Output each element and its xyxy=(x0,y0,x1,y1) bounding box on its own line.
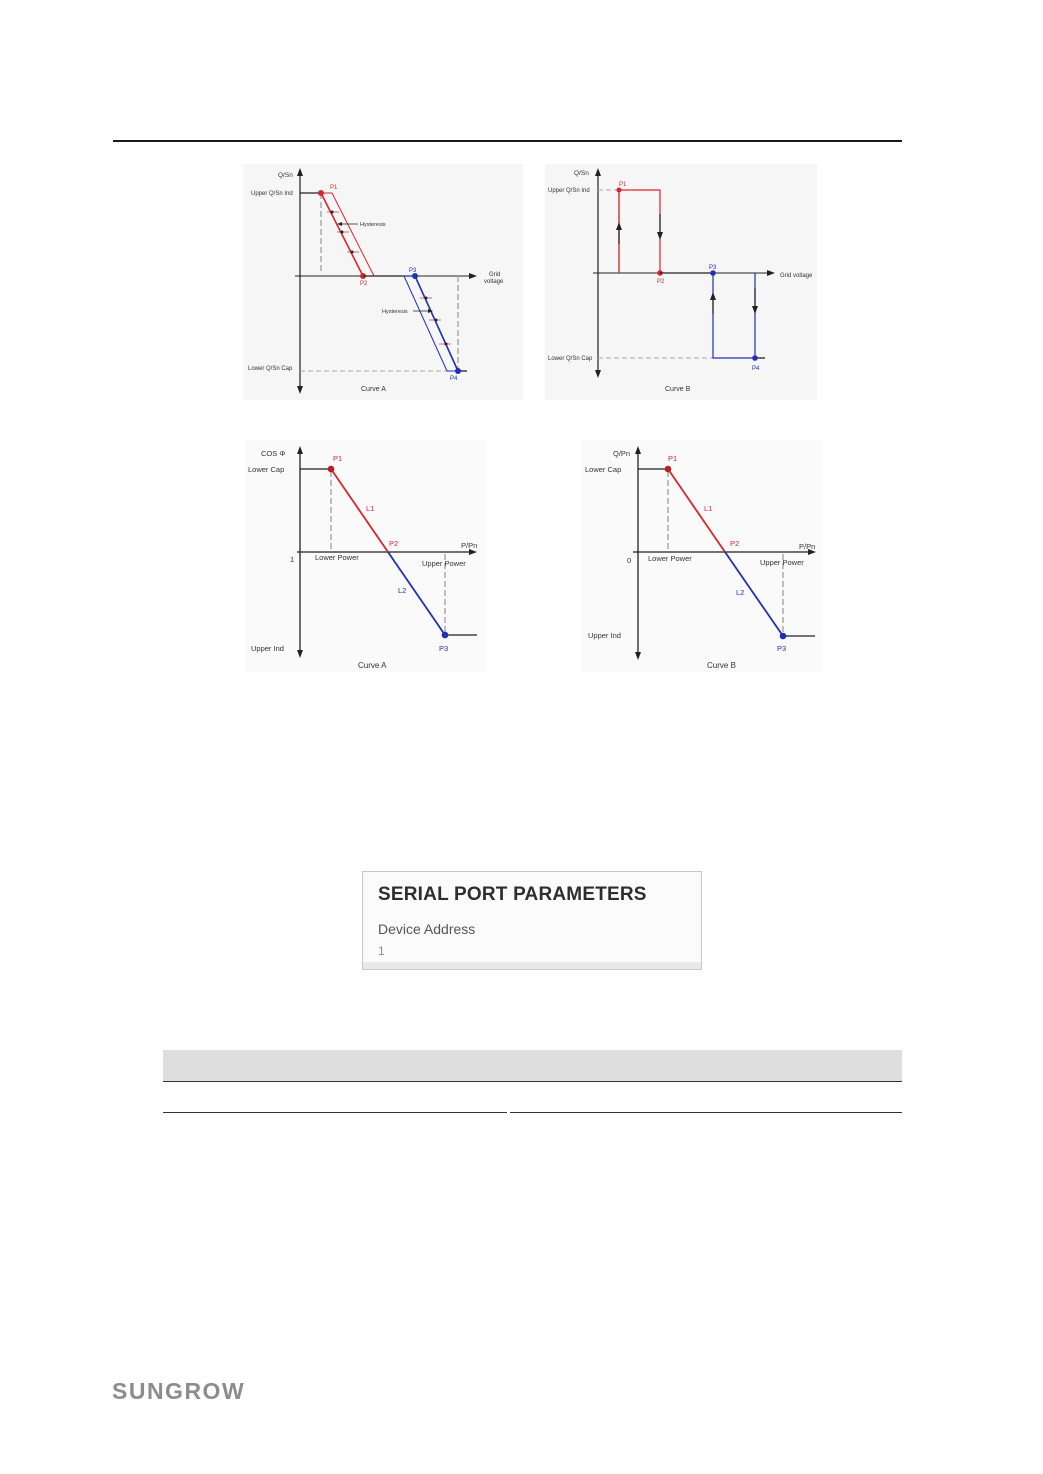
table-header-cell xyxy=(509,1050,902,1081)
cosphi-curve-a-diagram xyxy=(245,440,485,672)
figure-caption: Curve A xyxy=(358,661,387,670)
logo-text: SUNGROW xyxy=(112,1378,246,1404)
origin-label: 0 xyxy=(627,556,632,565)
origin-label: 1 xyxy=(290,555,295,564)
y-axis-label: COS Φ xyxy=(261,449,286,458)
point-label-p2: P2 xyxy=(389,539,399,548)
bottom-label: Upper Ind xyxy=(588,631,621,640)
panel-title: SERIAL PORT PARAMETERS xyxy=(378,884,647,905)
point-label-p4: P4 xyxy=(752,366,760,372)
table-row xyxy=(163,1082,902,1113)
x-axis-label: Grid voltage xyxy=(780,273,813,279)
lower-label: Lower Q/Sn Cap xyxy=(248,366,293,372)
table-cell xyxy=(163,1082,507,1113)
qu-curve-a-diagram xyxy=(243,164,523,400)
lower-power-label: Lower Power xyxy=(648,554,692,563)
upper-power-label: Upper Power xyxy=(422,559,466,568)
x-axis-label: Grid xyxy=(489,272,501,278)
bottom-label: Upper Ind xyxy=(251,644,284,653)
top-label: Lower Cap xyxy=(248,465,285,474)
hysteresis-label: Hysteresis xyxy=(360,222,386,228)
sungrow-logo xyxy=(112,1378,274,1404)
lower-label: Lower Q/Sn Cap xyxy=(548,356,593,362)
qu-curve-b-diagram xyxy=(545,164,817,400)
point-label-p1: P1 xyxy=(330,185,338,191)
qp-curve-b-diagram xyxy=(582,440,822,672)
upper-power-label: Upper Power xyxy=(760,558,804,567)
figure-caption: Curve B xyxy=(707,661,736,670)
point-label-p3: P3 xyxy=(777,644,787,653)
point-label-p2: P2 xyxy=(360,281,368,287)
x-axis-label-2: voltage xyxy=(484,279,504,285)
hysteresis-label: Hysteresis xyxy=(382,309,408,315)
point-label-p3: P3 xyxy=(709,265,717,271)
y-axis-label: Q/Sn xyxy=(278,172,293,179)
figure-caption: Curve B xyxy=(665,386,691,393)
point-label-p4: P4 xyxy=(450,376,458,382)
line-label-l2: L2 xyxy=(398,586,407,595)
point-label-p1: P1 xyxy=(668,454,678,463)
top-label: Lower Cap xyxy=(585,465,622,474)
panel-footer xyxy=(363,962,701,969)
device-address-label[interactable]: Device Address xyxy=(378,921,476,937)
y-axis-label: Q/Pn xyxy=(613,449,631,458)
lower-power-label: Lower Power xyxy=(315,553,359,562)
point-label-p2: P2 xyxy=(657,279,665,285)
point-label-p1: P1 xyxy=(619,182,627,188)
line-label-l2: L2 xyxy=(736,588,745,597)
x-axis-label: P/Pn xyxy=(799,542,816,551)
point-label-p1: P1 xyxy=(333,454,343,463)
point-label-p3: P3 xyxy=(409,268,417,274)
line-label-l1: L1 xyxy=(704,504,713,513)
table-cell xyxy=(510,1082,902,1113)
upper-label: Upper Q/Sn Ind xyxy=(548,188,590,194)
upper-label: Upper Q/Sn Ind xyxy=(251,191,293,197)
x-axis-label: P/Pn xyxy=(461,541,478,550)
figure-caption: Curve A xyxy=(361,386,386,393)
header-rule xyxy=(113,140,902,142)
serial-port-parameters-panel xyxy=(362,871,702,970)
y-axis-label: Q/Sn xyxy=(574,170,589,177)
table-header xyxy=(163,1050,902,1082)
point-label-p3: P3 xyxy=(439,644,449,653)
device-address-value[interactable]: 1 xyxy=(378,944,385,958)
line-label-l1: L1 xyxy=(366,504,375,513)
table-header-cell xyxy=(163,1050,508,1081)
point-label-p2: P2 xyxy=(730,539,740,548)
